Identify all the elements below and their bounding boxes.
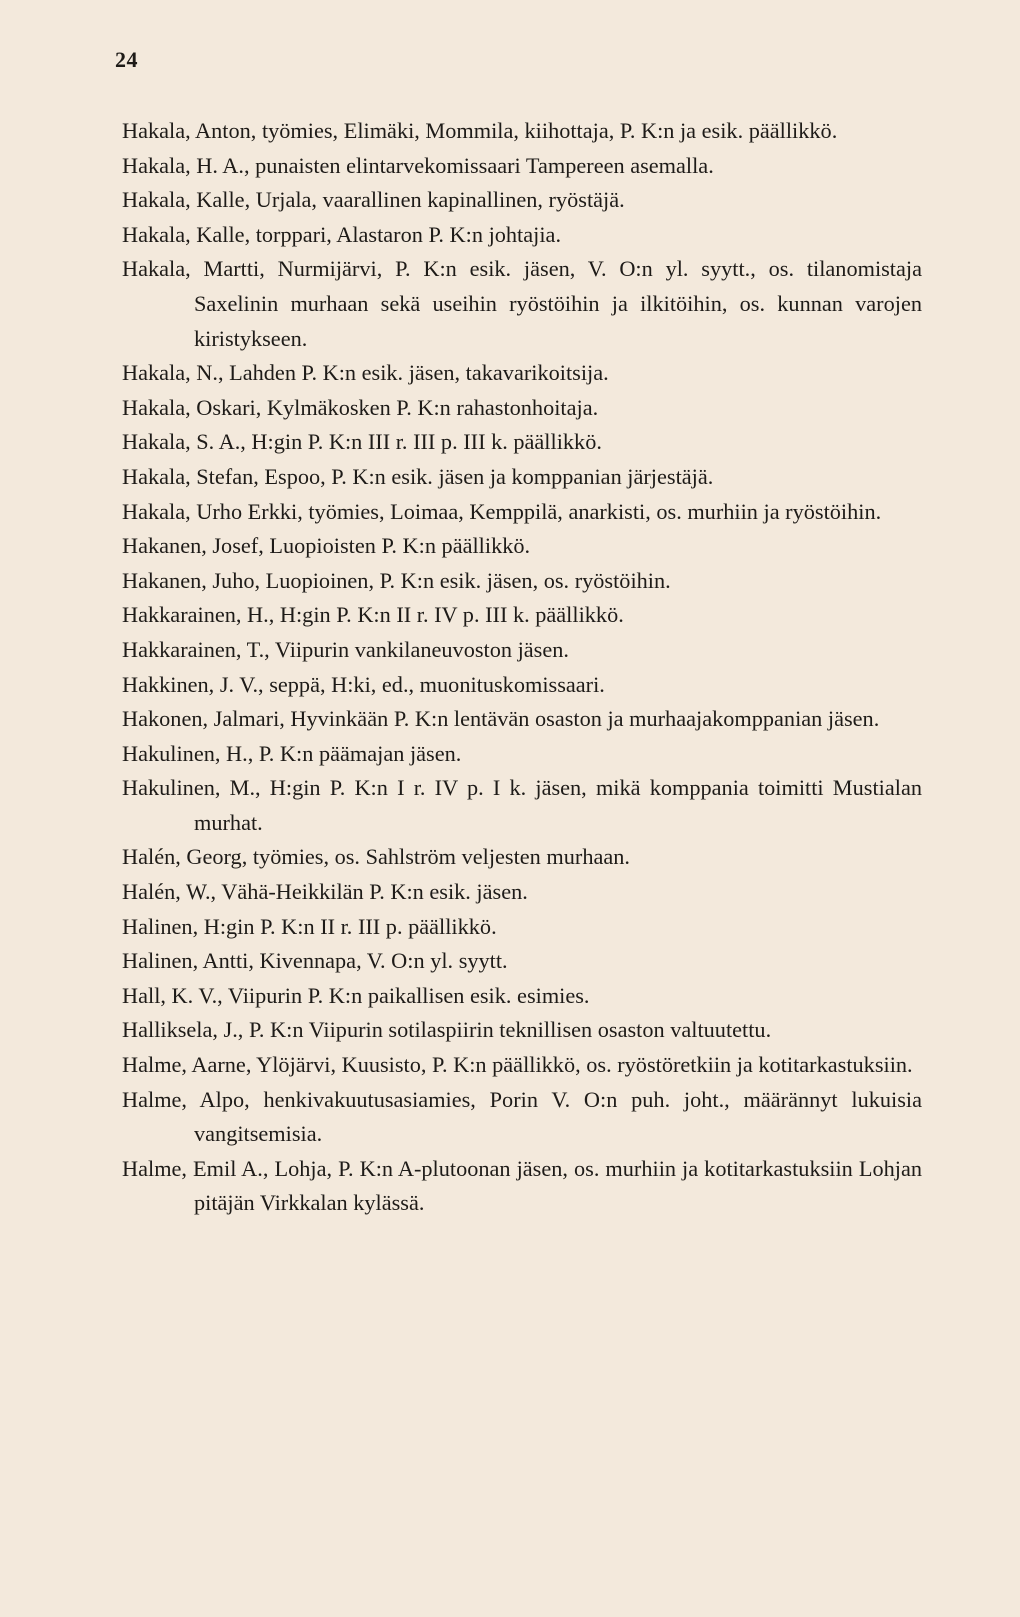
list-item: Hakala, Anton, työmies, Elimäki, Mommila, kiihottaja, P. K:n ja esik. päällikkö.	[122, 118, 838, 143]
list-item: Hakala, H. A., punaisten elintarvekomissaari Tampereen asemalla.	[122, 152, 714, 178]
list-item: Hakkarainen, T., Viipurin vankilaneuvoston jäsen.	[122, 636, 569, 662]
list-item: Hakkinen, J. V., seppä, H:ki, ed., muonituskomissaari.	[122, 671, 605, 697]
list-item: Halme, Emil A., Lohja, P. K:n A-plutoonan jäsen, os. murhiin ja kotitarkastuksiin Lohjan pitäjän Virkkalan kylässä.	[122, 1155, 922, 1216]
list-item: Halén, Georg, työmies, os. Sahlström veljesten murhaan.	[122, 844, 630, 870]
list-item: Hakala, Kalle, Urjala, vaarallinen kapinallinen, ryöstäjä.	[122, 187, 625, 213]
list-item: Halinen, H:gin P. K:n II r. III p. päällikkö.	[122, 913, 497, 939]
list-item: Hakanen, Juho, Luopioinen, P. K:n esik. jäsen, os. ryöstöihin.	[122, 567, 671, 593]
list-item: Hakanen, Josef, Luopioisten P. K:n päällikkö.	[122, 533, 531, 559]
list-item: Hakulinen, H., P. K:n päämajan jäsen.	[122, 740, 462, 766]
list-item: Hakkarainen, H., H:gin P. K:n II r. IV p. III k. päällikkö.	[122, 602, 624, 628]
entry-list	[122, 114, 922, 1221]
list-item: Halinen, Antti, Kivennapa, V. O:n yl. syytt.	[122, 948, 508, 974]
list-item: Hakulinen, M., H:gin P. K:n I r. IV p. I k. jäsen, mikä komppania toimitti Mustialan murhat.	[122, 775, 922, 835]
list-item: Halén, W., Vähä-Heikkilän P. K:n esik. jäsen.	[122, 879, 528, 905]
list-item: Hakala, Kalle, torppari, Alastaron P. K:n johtajia.	[122, 221, 562, 247]
list-item: Halliksela, J., P. K:n Viipurin sotilaspiirin teknillisen osaston valtuutettu.	[122, 1017, 772, 1043]
list-item: Hakala, S. A., H:gin P. K:n III r. III p. III k. päällikkö.	[122, 429, 602, 455]
list-item: Hakala, Stefan, Espoo, P. K:n esik. jäsen ja komppanian järjestäjä.	[122, 463, 714, 489]
list-item: Hakala, N., Lahden P. K:n esik. jäsen, takavarikoitsija.	[122, 360, 609, 386]
page-number: 24	[115, 47, 138, 72]
list-item: Hakala, Oskari, Kylmäkosken P. K:n rahastonhoitaja.	[122, 394, 599, 420]
list-item: Hakonen, Jalmari, Hyvinkään P. K:n lentävän osaston ja murhaajakomppanian jäsen.	[122, 706, 880, 732]
list-item: Hall, K. V., Viipurin P. K:n paikallisen esik. esimies.	[122, 982, 590, 1008]
list-item: Halme, Alpo, henkivakuutusasiamies, Porin V. O:n puh. joht., määrännyt lukuisia vangitsemisia.	[122, 1086, 922, 1147]
list-item: Hakala, Martti, Nurmijärvi, P. K:n esik. jäsen, V. O:n yl. syytt., os. tilanomistaja Saxelinin murhaan sekä useihin ryöstöihin ja ilkitöihin, os. kunnan varojen kiristykseen.	[122, 256, 922, 351]
list-item: Hakala, Urho Erkki, työmies, Loimaa, Kemppilä, anarkisti, os. murhiin ja ryöstöihin.	[122, 498, 882, 524]
list-item: Halme, Aarne, Ylöjärvi, Kuusisto, P. K:n päällikkö, os. ryöstöretkiin ja kotitarkastuksiin.	[122, 1052, 913, 1078]
